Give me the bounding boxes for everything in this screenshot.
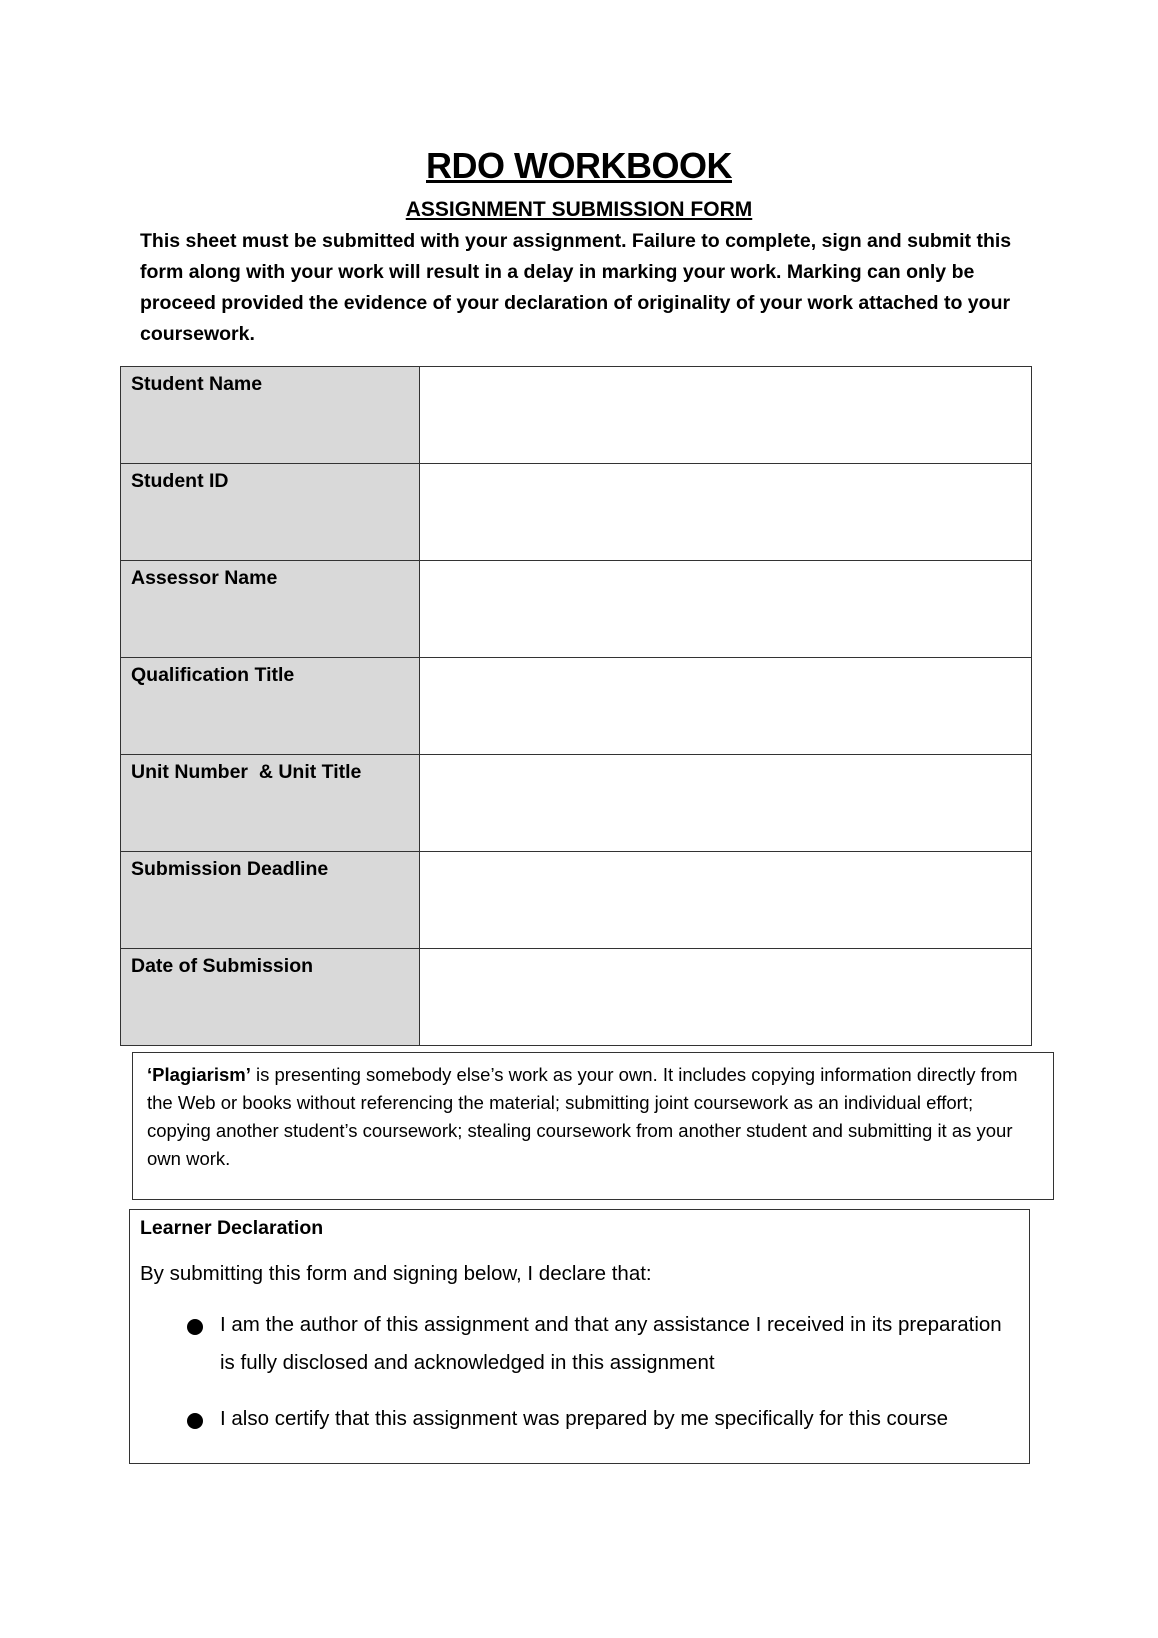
intro-paragraph: This sheet must be submitted with your assignment. Failure to complete, sign and submit this form along with your work will result in a delay in marking your work. Marking can only be proceed provided the evidence of your declaration of originality of your work attached to your coursework. [140, 230, 1012, 345]
table-row [121, 852, 1032, 949]
table-row [121, 755, 1032, 852]
table-row [121, 464, 1032, 561]
assessor-name-label: Assessor Name [121, 561, 420, 658]
declaration-item [140, 1400, 1019, 1438]
table-row [121, 658, 1032, 755]
plagiarism-notice-box [132, 1052, 1054, 1200]
table-row [121, 367, 1032, 464]
bullet-icon [187, 1319, 203, 1335]
plagiarism-definition: is presenting somebody else’s work as your own. It includes copying information directly from the Web or books without referencing the material; submitting joint coursework as an individual effort; copying another student’s coursework; stealing coursework from another student and submitting it as your own work. [147, 1064, 1018, 1169]
student-id-label: Student ID [121, 464, 420, 561]
submission-deadline-field[interactable] [420, 852, 1032, 949]
learner-declaration-box [129, 1209, 1030, 1464]
student-id-field[interactable] [420, 464, 1032, 561]
unit-number-title-label: Unit Number & Unit Title [121, 755, 420, 852]
qualification-title-field[interactable] [420, 658, 1032, 755]
plagiarism-term: ‘Plagiarism’ [147, 1064, 251, 1085]
form-subtitle: ASSIGNMENT SUBMISSION FORM [405, 198, 753, 221]
date-of-submission-label: Date of Submission [121, 949, 420, 1046]
declaration-intro: By submitting this form and signing below, I declare that: [140, 1262, 652, 1285]
assessor-name-field[interactable] [420, 561, 1032, 658]
bullet-icon [187, 1413, 203, 1429]
table-row [121, 949, 1032, 1046]
submission-deadline-label: Submission Deadline [121, 852, 420, 949]
declaration-item [140, 1306, 1019, 1382]
qualification-title-label: Qualification Title [121, 658, 420, 755]
declaration-item-text: I am the author of this assignment and that any assistance I received in its preparation is fully disclosed and acknowledged in this assignment [220, 1313, 1002, 1374]
student-name-field[interactable] [420, 367, 1032, 464]
declaration-item-text: I also certify that this assignment was prepared by me specifically for this course [220, 1407, 949, 1430]
submission-details-table [120, 366, 1032, 1046]
student-name-label: Student Name [121, 367, 420, 464]
date-of-submission-field[interactable] [420, 949, 1032, 1046]
unit-number-title-field[interactable] [420, 755, 1032, 852]
declaration-heading: Learner Declaration [140, 1217, 324, 1239]
table-row [121, 561, 1032, 658]
document-title: RDO WORKBOOK [426, 145, 732, 186]
